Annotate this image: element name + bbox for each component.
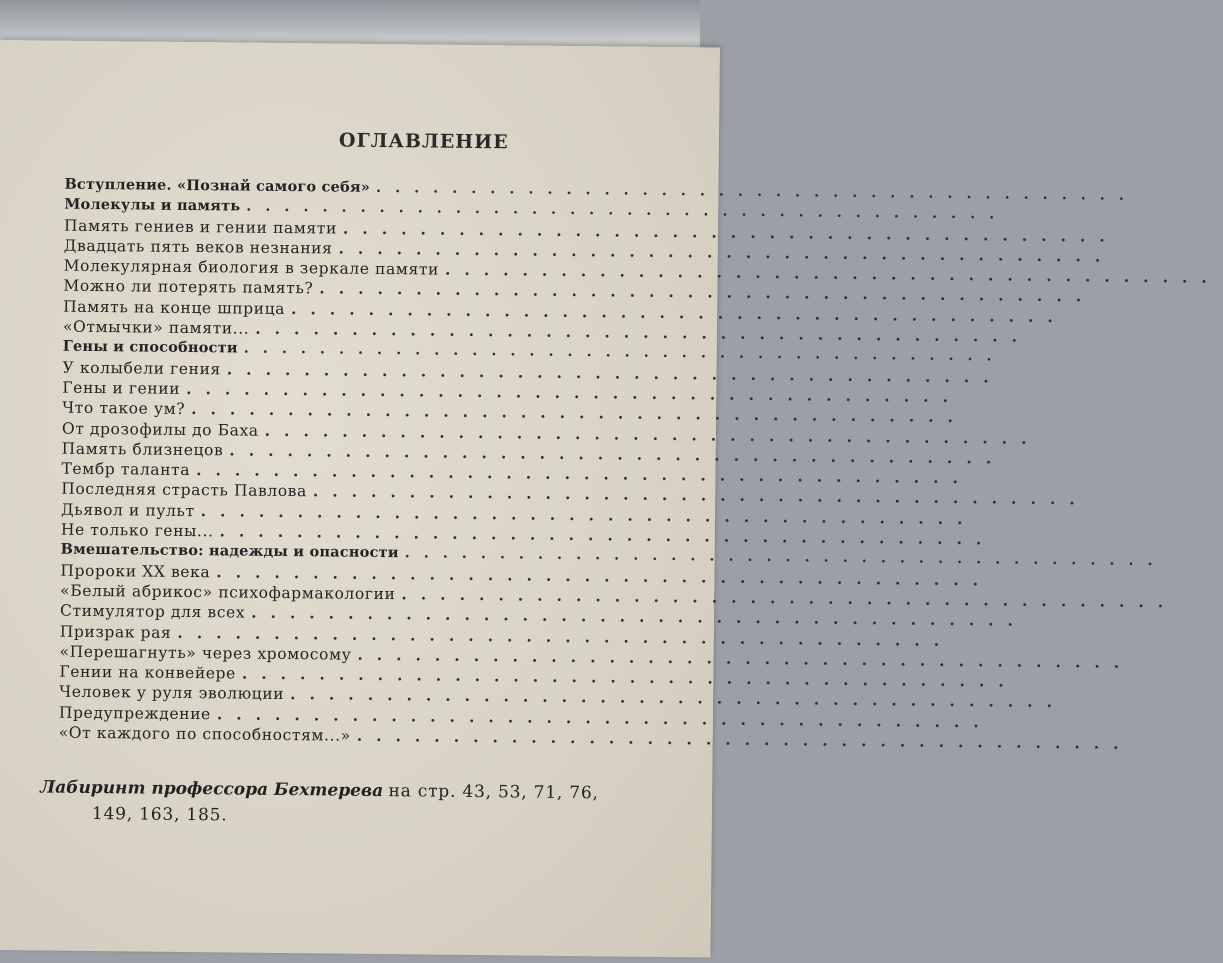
toc-leader-dots: ........................................	[246, 197, 1009, 223]
toc-leader-dots: ........................................	[342, 218, 1119, 246]
toc-leader-dots: ........................................	[356, 725, 1133, 753]
toc-leader-dots: ........................................	[229, 440, 1006, 468]
toc-entry-title: Память на конце шприца	[63, 297, 286, 318]
toc-leader-dots: ........................................	[191, 399, 968, 427]
toc-leader-dots: ........................................	[404, 544, 1167, 570]
toc-leader-dots: ........................................	[312, 481, 1089, 509]
toc-leader-dots: ........................................	[319, 278, 1096, 306]
toc-entry-title: Призрак рая	[59, 622, 172, 642]
toc-leader-dots: ........................................	[401, 584, 1178, 612]
toc-leader-dots: ........................................	[255, 318, 1032, 346]
toc-entry-title: Тембр таланта	[61, 459, 191, 480]
toc-leader-dots: ........................................	[216, 704, 993, 732]
toc-entry-title: Можно ли потерять память?	[63, 277, 314, 298]
toc-entry-title: Память гениев и гении памяти	[63, 216, 338, 238]
toc-entry-title: Память близнецов	[61, 439, 224, 460]
toc-leader-dots: ........................................	[290, 684, 1067, 712]
toc-leader-dots: ........................................	[219, 521, 996, 549]
toc-entry-title: Пророки XX века	[60, 561, 211, 581]
toc-entry-title: Что такое ум?	[62, 398, 186, 419]
toc-leader-dots: ........................................	[177, 622, 954, 650]
toc-entry-title: «Белый абрикос» психофармакологии	[60, 581, 396, 604]
toc-entry-title: Стимулятор для всех	[59, 601, 246, 622]
toc-leader-dots: ........................................	[186, 378, 963, 407]
toc-entry-title: От дрозофилы до Баха	[61, 419, 259, 440]
footer-title: Лабиринт профессора Бехтерева	[40, 777, 384, 802]
toc-leader-dots: ........................................	[264, 420, 1041, 448]
toc-entry-title: Гены и способности	[62, 338, 238, 357]
toc-entry-title: Предупреждение	[58, 703, 211, 723]
toc-leader-dots: ........................................	[357, 644, 1134, 672]
toc-entry-title: Дьявол и пульт	[60, 500, 195, 520]
footer-pages-continued: 149, 163, 185.	[91, 804, 228, 826]
footer-pages: на стр. 43, 53, 71, 76,	[388, 781, 599, 804]
book-page	[0, 40, 1221, 957]
toc-entry-title: Вступление. «Познай самого себя»	[64, 175, 371, 196]
toc-entry-title: Двадцать пять веков незнания	[63, 236, 333, 258]
toc-entry-title: Гении на конвейере	[59, 662, 236, 683]
toc-leader-dots: ........................................	[226, 359, 1003, 387]
toc-entry-title: «От каждого по способностям...»	[58, 723, 351, 745]
toc-entry-title: Последняя страсть Павлова	[61, 480, 307, 501]
toc-leader-dots: ........................................	[243, 339, 1006, 365]
toc-entry-title: «Отмычки» памяти...	[62, 317, 250, 338]
toc-entry-title: «Перешагнуть» через хромосому	[59, 642, 352, 664]
toc-entry-title: Молекулярная биология в зеркале памяти	[63, 256, 440, 279]
toc-entry-title: Гены и гении	[62, 378, 181, 398]
page-title: ОГЛАВЛЕНИЕ	[338, 129, 509, 154]
toc-leader-dots: ........................................	[200, 500, 977, 529]
toc-entry-title: Молекулы и память	[64, 195, 241, 215]
toc-entry-title: Не только гены...	[60, 520, 214, 541]
toc-leader-dots: ........................................	[251, 602, 1028, 631]
toc-leader-dots: ........................................	[290, 298, 1067, 326]
toc-leader-dots: ........................................	[196, 460, 973, 488]
toc-leader-dots: ........................................	[216, 561, 993, 590]
toc-entry-title: Вмешательство: надежды и опасности	[60, 541, 399, 562]
toc-entry-title: У колыбели гения	[62, 358, 221, 379]
toc-entry-title: Человек у руля эволюции	[59, 683, 285, 704]
footer-note	[40, 777, 599, 829]
table-of-contents	[58, 175, 1221, 753]
toc-leader-dots: ........................................	[444, 259, 1221, 287]
toc-leader-dots: ........................................	[338, 238, 1115, 266]
toc-leader-dots: ........................................	[241, 663, 1018, 691]
toc-leader-dots: ........................................	[375, 178, 1139, 204]
